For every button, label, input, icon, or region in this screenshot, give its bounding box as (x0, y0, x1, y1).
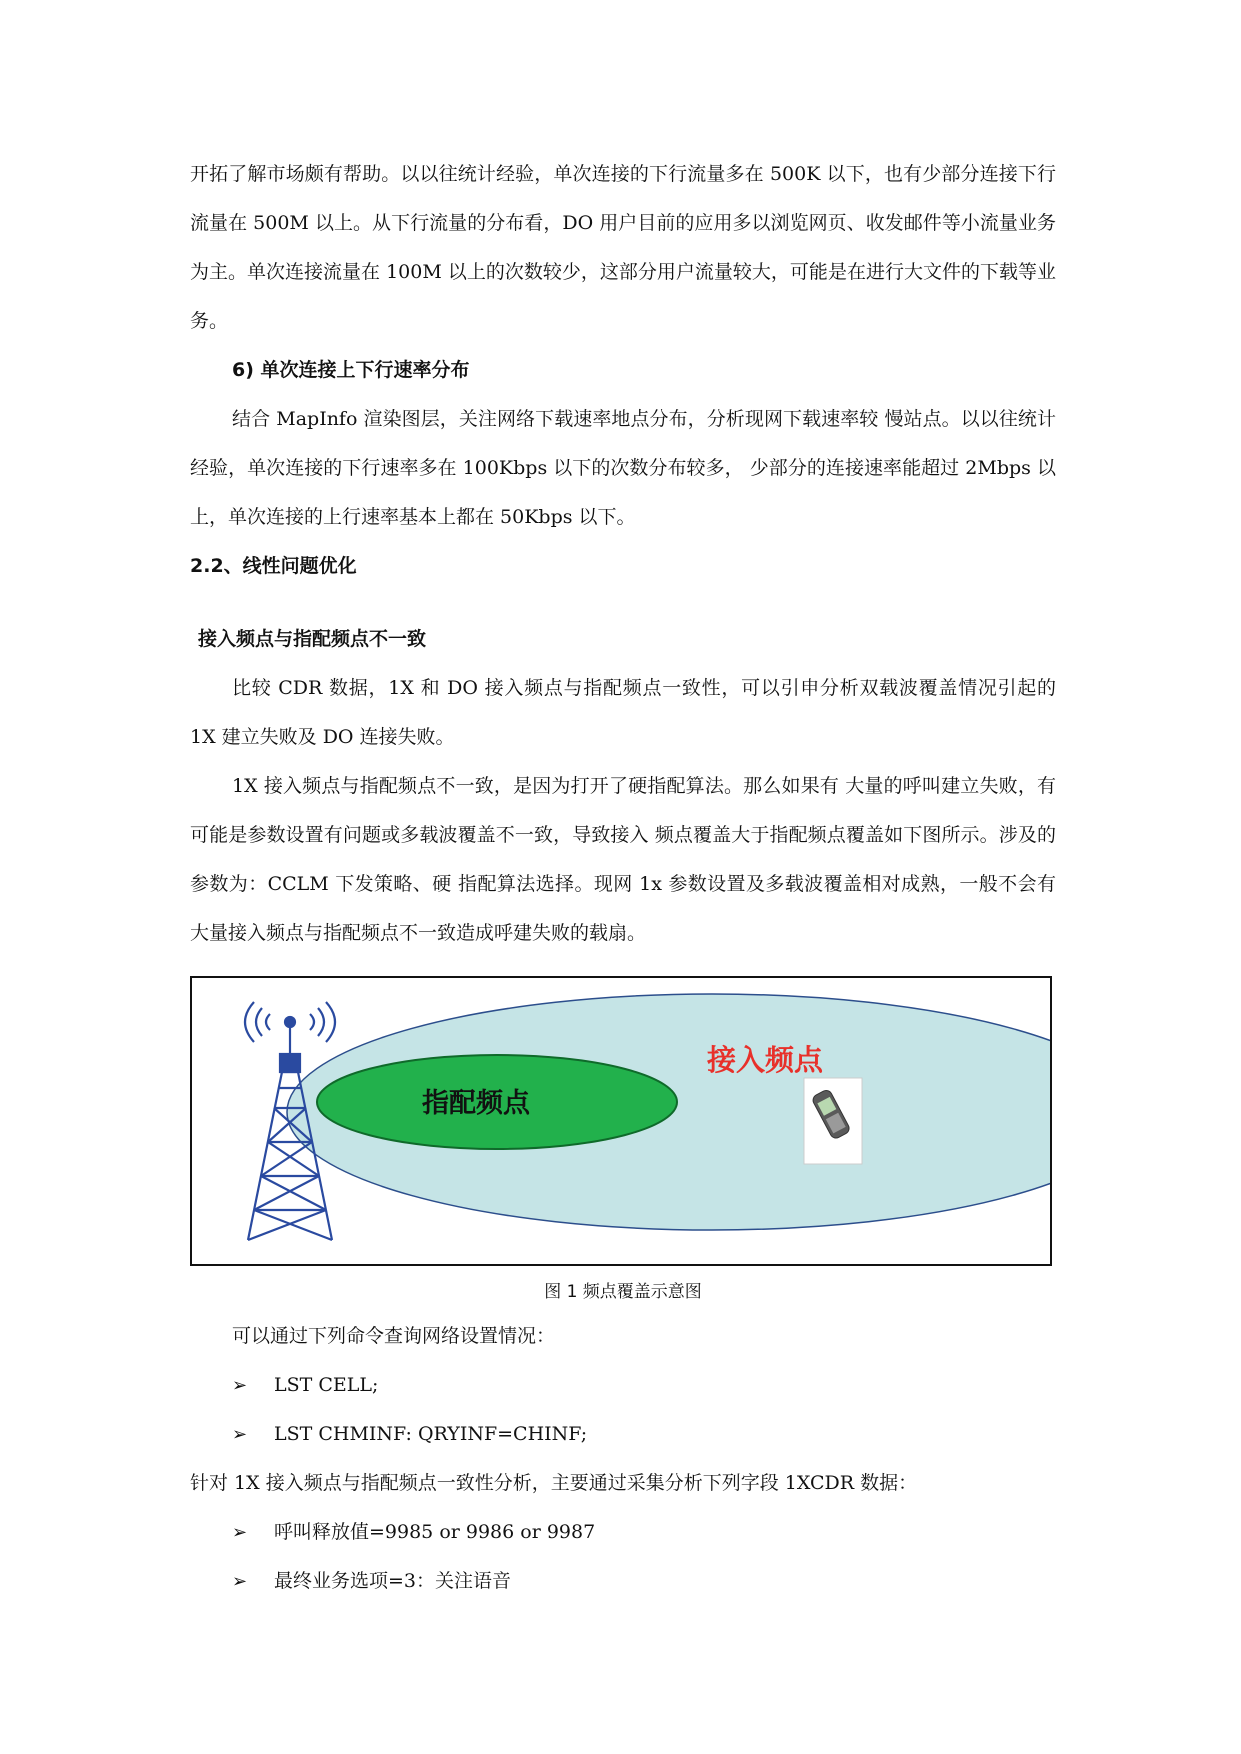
field-text: 最终业务选项=3：关注语音 (274, 1570, 512, 1592)
command-text: LST CELL; (274, 1374, 379, 1396)
figure-caption: 图 1 频点覆盖示意图 (544, 1282, 702, 1302)
coverage-diagram (190, 976, 1052, 1266)
paragraph-cdr-compare: 比较 CDR 数据，1X 和 DO 接入频点与指配频点一致性，可以引申分析双载波覆盖情况引起的 1X 建立失败及 DO 连接失败。 (190, 677, 1056, 748)
arrow-bullet-icon: ➢ (232, 1424, 248, 1445)
field-text: 呼叫释放值=9985 or 9986 or 9987 (274, 1521, 596, 1543)
paragraph-1xcdr-fields: 针对 1X 接入频点与指配频点一致性分析，主要通过采集分析下列字段 1XCDR 数据： (190, 1472, 918, 1494)
command-item (190, 1361, 1056, 1410)
heading-access-assigned-mismatch: 接入频点与指配频点不一致 (198, 628, 427, 650)
command-item (190, 1410, 1056, 1459)
field-item (190, 1508, 1056, 1557)
document-page (190, 150, 1056, 1606)
arrow-bullet-icon: ➢ (232, 1522, 248, 1543)
paragraph-rate-distribution: 结合 MapInfo 渲染图层，关注网络下载速率地点分布，分析现网下载速率较 慢站点。以以往统计经验，单次连接的下行速率多在 100Kbps 以下的次数分布较多， 少部分的连接速率能超过 2Mbps 以上，单次连接的上行速率基本上都在 50Kbps 以下。 (190, 408, 1056, 528)
assigned-frequency-label: 指配频点 (422, 1088, 530, 1119)
command-text: LST CHMINF: QRYINF=CHINF; (274, 1423, 588, 1445)
arrow-bullet-icon: ➢ (232, 1375, 248, 1396)
paragraph-traffic-distribution: 开拓了解市场颇有帮助。以以往统计经验，单次连接的下行流量多在 500K 以下，也有少部分连接下行流量在 500M 以上。从下行流量的分布看，DO 用户目前的应用多以浏览网页、收发邮件等小流量业务为主。单次连接流量在 100M 以上的次数较少，这部分用户流量较大，可能是在进行大文件的下载等业务。 (190, 163, 1056, 332)
heading-rate-distribution: 6) 单次连接上下行速率分布 (232, 359, 470, 381)
arrow-bullet-icon: ➢ (232, 1571, 248, 1592)
heading-linear-optimization: 2.2、线性问题优化 (190, 555, 357, 577)
paragraph-query-commands: 可以通过下列命令查询网络设置情况： (232, 1325, 556, 1347)
mobile-phone-icon (804, 1078, 862, 1164)
coverage-diagram-svg (192, 978, 1052, 1266)
access-frequency-label: 接入频点 (707, 1043, 824, 1077)
paragraph-hard-assignment: 1X 接入频点与指配频点不一致，是因为打开了硬指配算法。那么如果有 大量的呼叫建立失败，有可能是参数设置有问题或多载波覆盖不一致，导致接入 频点覆盖大于指配频点覆盖如下图所示。涉及的参数为：CCLM 下发策略、硬 指配算法选择。现网 1x 参数设置及多载波覆盖相对成熟，一般不会有大量接入频点与指配频点不一致造成呼建失败的载扇。 (190, 775, 1056, 944)
field-item (190, 1557, 1056, 1606)
